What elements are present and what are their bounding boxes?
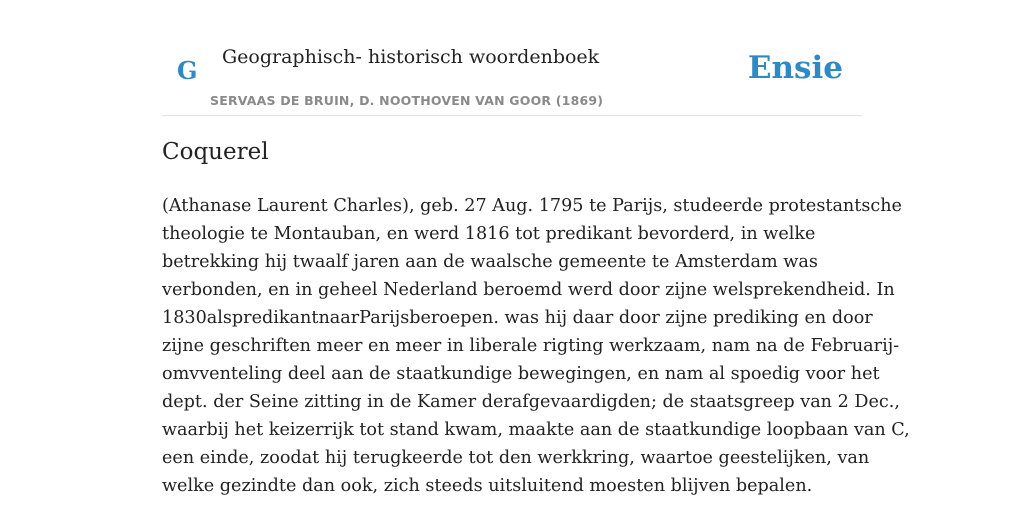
entry-line: welke gezindte dan ook, zich steeds uitsluitend moesten blijven bepalen. <box>162 476 813 496</box>
entry-body <box>162 192 910 500</box>
entry-line: waarbij het keizerrijk tot stand kwam, maakte aan de staatkundige loopbaan van C, <box>162 420 910 440</box>
entry-line: een einde, zoodat hij terugkeerde tot den werkkring, waartoe geestelijken, van <box>162 448 870 468</box>
entry-line: 1830alspredikantnaarParijsberoepen. was hij daar door zijne prediking en door <box>162 308 873 328</box>
entry-line: theologie te Montauban, en werd 1816 tot predikant bevorderd, in welke <box>162 224 816 244</box>
entry-line: omvventeling deel aan de staatkundige bewegingen, en nam al spoedig voor het <box>162 364 880 384</box>
entry-title: Coquerel <box>162 139 269 165</box>
entry-line: verbonden, en in geheel Nederland beroemd werd door zijne welsprekendheid. In <box>162 280 895 300</box>
entry-line: betrekking hij twaalf jaren aan de waalsche gemeente te Amsterdam was <box>162 252 818 272</box>
entry-line: dept. der Seine zitting in de Kamer derafgevaardigden; de staatsgreep van 2 Dec., <box>162 392 900 412</box>
book-header <box>162 36 862 116</box>
book-letter-badge: G <box>177 56 198 85</box>
ensie-logo-link[interactable]: Ensie <box>747 50 843 86</box>
entry-line: zijne geschriften meer en meer in liberale rigting werkzaam, nam na de Februarij- <box>162 336 900 356</box>
book-authors: SERVAAS DE BRUIN, D. NOOTHOVEN VAN GOOR (1869) <box>210 93 604 108</box>
entry-line: (Athanase Laurent Charles), geb. 27 Aug. 1795 te Parijs, studeerde protestantsche <box>162 196 902 216</box>
book-title-link[interactable]: Geographisch- historisch woordenboek <box>222 46 600 68</box>
